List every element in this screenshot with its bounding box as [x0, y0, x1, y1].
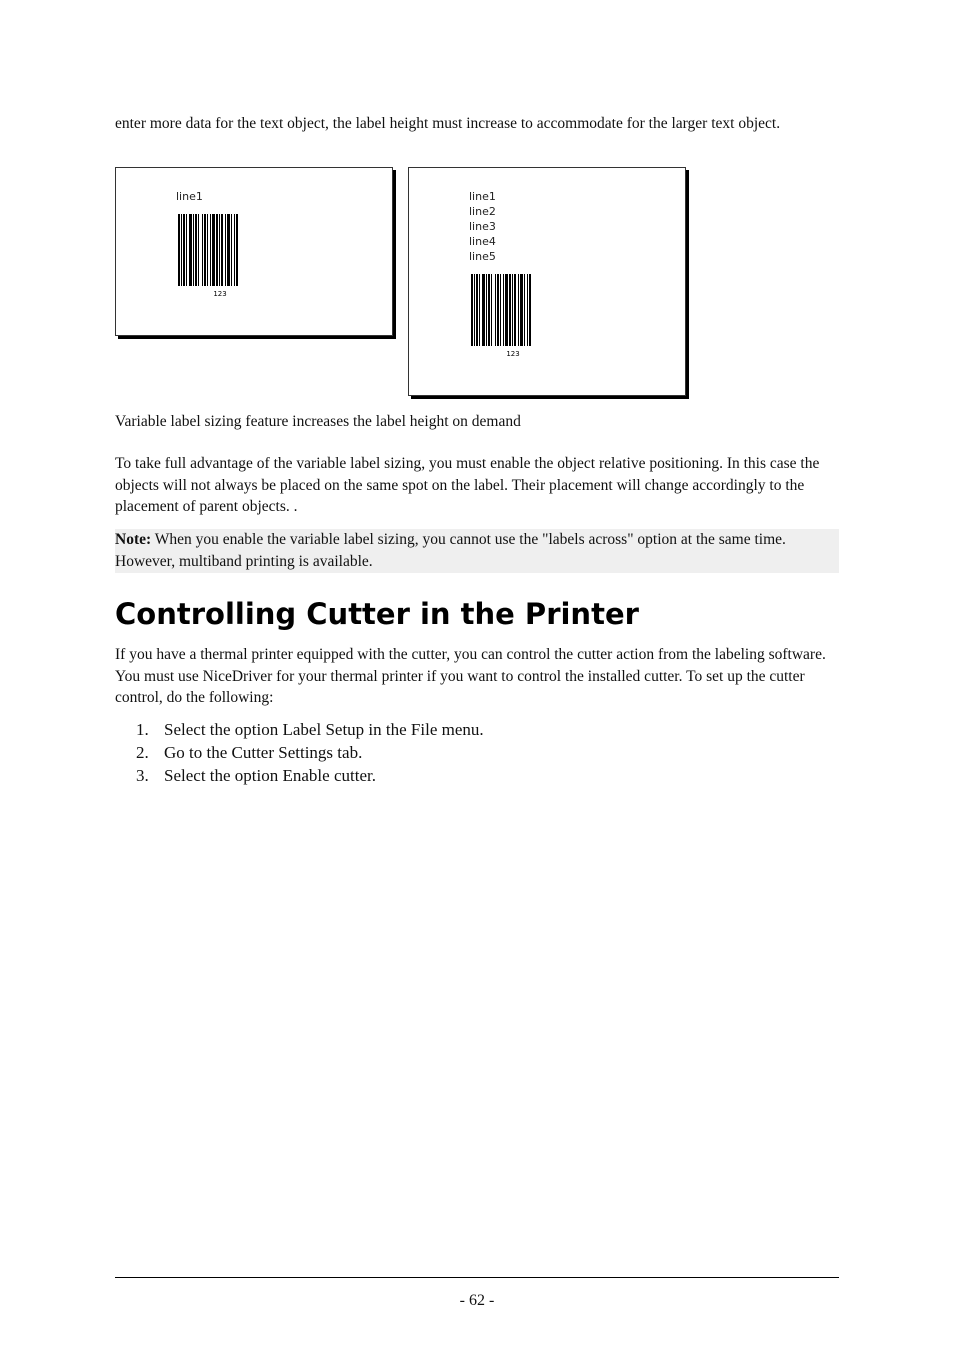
- barcode-bar: [503, 274, 504, 346]
- step-number: 1.: [136, 720, 149, 739]
- barcode-bar: [186, 214, 187, 286]
- barcode-bar: [221, 214, 223, 286]
- barcode-bar: [497, 274, 499, 346]
- barcode-bar: [219, 214, 220, 286]
- label-text: line1: [176, 190, 203, 203]
- barcode-bar: [227, 214, 230, 286]
- barcode-bar: [234, 214, 235, 286]
- steps-list: [115, 718, 484, 787]
- barcode-bar: [527, 274, 528, 346]
- barcode-bar: [207, 214, 208, 286]
- step-number: 2.: [136, 743, 149, 762]
- figure-caption: Variable label sizing feature increases the label height on demand: [115, 413, 521, 430]
- label-preview-large: [408, 167, 686, 396]
- list-item: [115, 764, 484, 787]
- barcode-bar: [488, 274, 490, 346]
- footer-divider: [115, 1277, 839, 1278]
- barcode-image: [176, 214, 266, 300]
- barcode-bar: [524, 274, 525, 346]
- barcode-bar: [225, 214, 226, 286]
- barcode-bar: [183, 214, 185, 286]
- list-item: [115, 741, 484, 764]
- barcode-bar: [193, 214, 194, 286]
- barcode-bar: [198, 214, 199, 286]
- step-text: Select the option Label Setup in the File menu.: [164, 720, 484, 739]
- barcode-bar: [491, 274, 492, 346]
- note-text: When you enable the variable label sizing, you cannot use the "labels across" option at the same time. However, multiband printing is available.: [115, 531, 786, 570]
- note-prefix: Note:: [115, 531, 152, 548]
- barcode-bar: [178, 214, 180, 286]
- barcode-bar: [495, 274, 496, 346]
- cutter-intro-paragraph: If you have a thermal printer equipped with the cutter, you can control the cutter action from the labeling software. You must use NiceDriver for your thermal printer if you want to control the installed cutter. To set up the cutter control, do the following:: [115, 646, 826, 706]
- barcode-bar: [486, 274, 487, 346]
- barcode-bar: [212, 214, 215, 286]
- barcode-bar: [512, 274, 513, 346]
- barcode-bar: [231, 214, 232, 286]
- barcode-number: 123: [506, 350, 520, 358]
- barcode-bar: [509, 274, 511, 346]
- barcode-bar: [518, 274, 519, 346]
- advantage-paragraph: To take full advantage of the variable label sizing, you must enable the object relative positioning. In this case the objects will not always be placed on the same spot on the label. Their placement will change accordingly to the placement of parent objects. .: [115, 455, 820, 515]
- label-text: line1 line2 line3 line4 line5: [469, 190, 496, 263]
- label-preview-small: [115, 167, 393, 336]
- barcode-bar: [529, 274, 531, 346]
- step-text: Go to the Cutter Settings tab.: [164, 743, 363, 762]
- barcode-bar: [216, 214, 218, 286]
- barcode-bar: [202, 214, 203, 286]
- intro-paragraph: enter more data for the text object, the label height must increase to accommodate for the larger text object.: [115, 115, 781, 132]
- barcode-bar: [204, 214, 206, 286]
- barcode-bar: [236, 214, 238, 286]
- barcode-bar: [210, 214, 211, 286]
- barcode-bar: [514, 274, 516, 346]
- section-heading: Controlling Cutter in the Printer: [115, 597, 639, 631]
- step-text: Select the option Enable cutter.: [164, 766, 376, 785]
- note-box: [115, 529, 839, 573]
- page-number: - 62 -: [459, 1292, 495, 1309]
- barcode-bar: [189, 214, 192, 286]
- barcode-number: 123: [213, 290, 227, 298]
- barcode-image: [469, 274, 559, 360]
- barcode-bar: [474, 274, 475, 346]
- barcode-bar: [520, 274, 523, 346]
- list-item: [115, 718, 484, 741]
- step-number: 3.: [136, 766, 149, 785]
- barcode-bar: [471, 274, 473, 346]
- barcode-bar: [505, 274, 508, 346]
- barcode-bar: [500, 274, 501, 346]
- barcode-bar: [482, 274, 485, 346]
- barcode-bar: [479, 274, 480, 346]
- barcode-bar: [195, 214, 197, 286]
- barcode-bar: [476, 274, 478, 346]
- barcode-bar: [181, 214, 182, 286]
